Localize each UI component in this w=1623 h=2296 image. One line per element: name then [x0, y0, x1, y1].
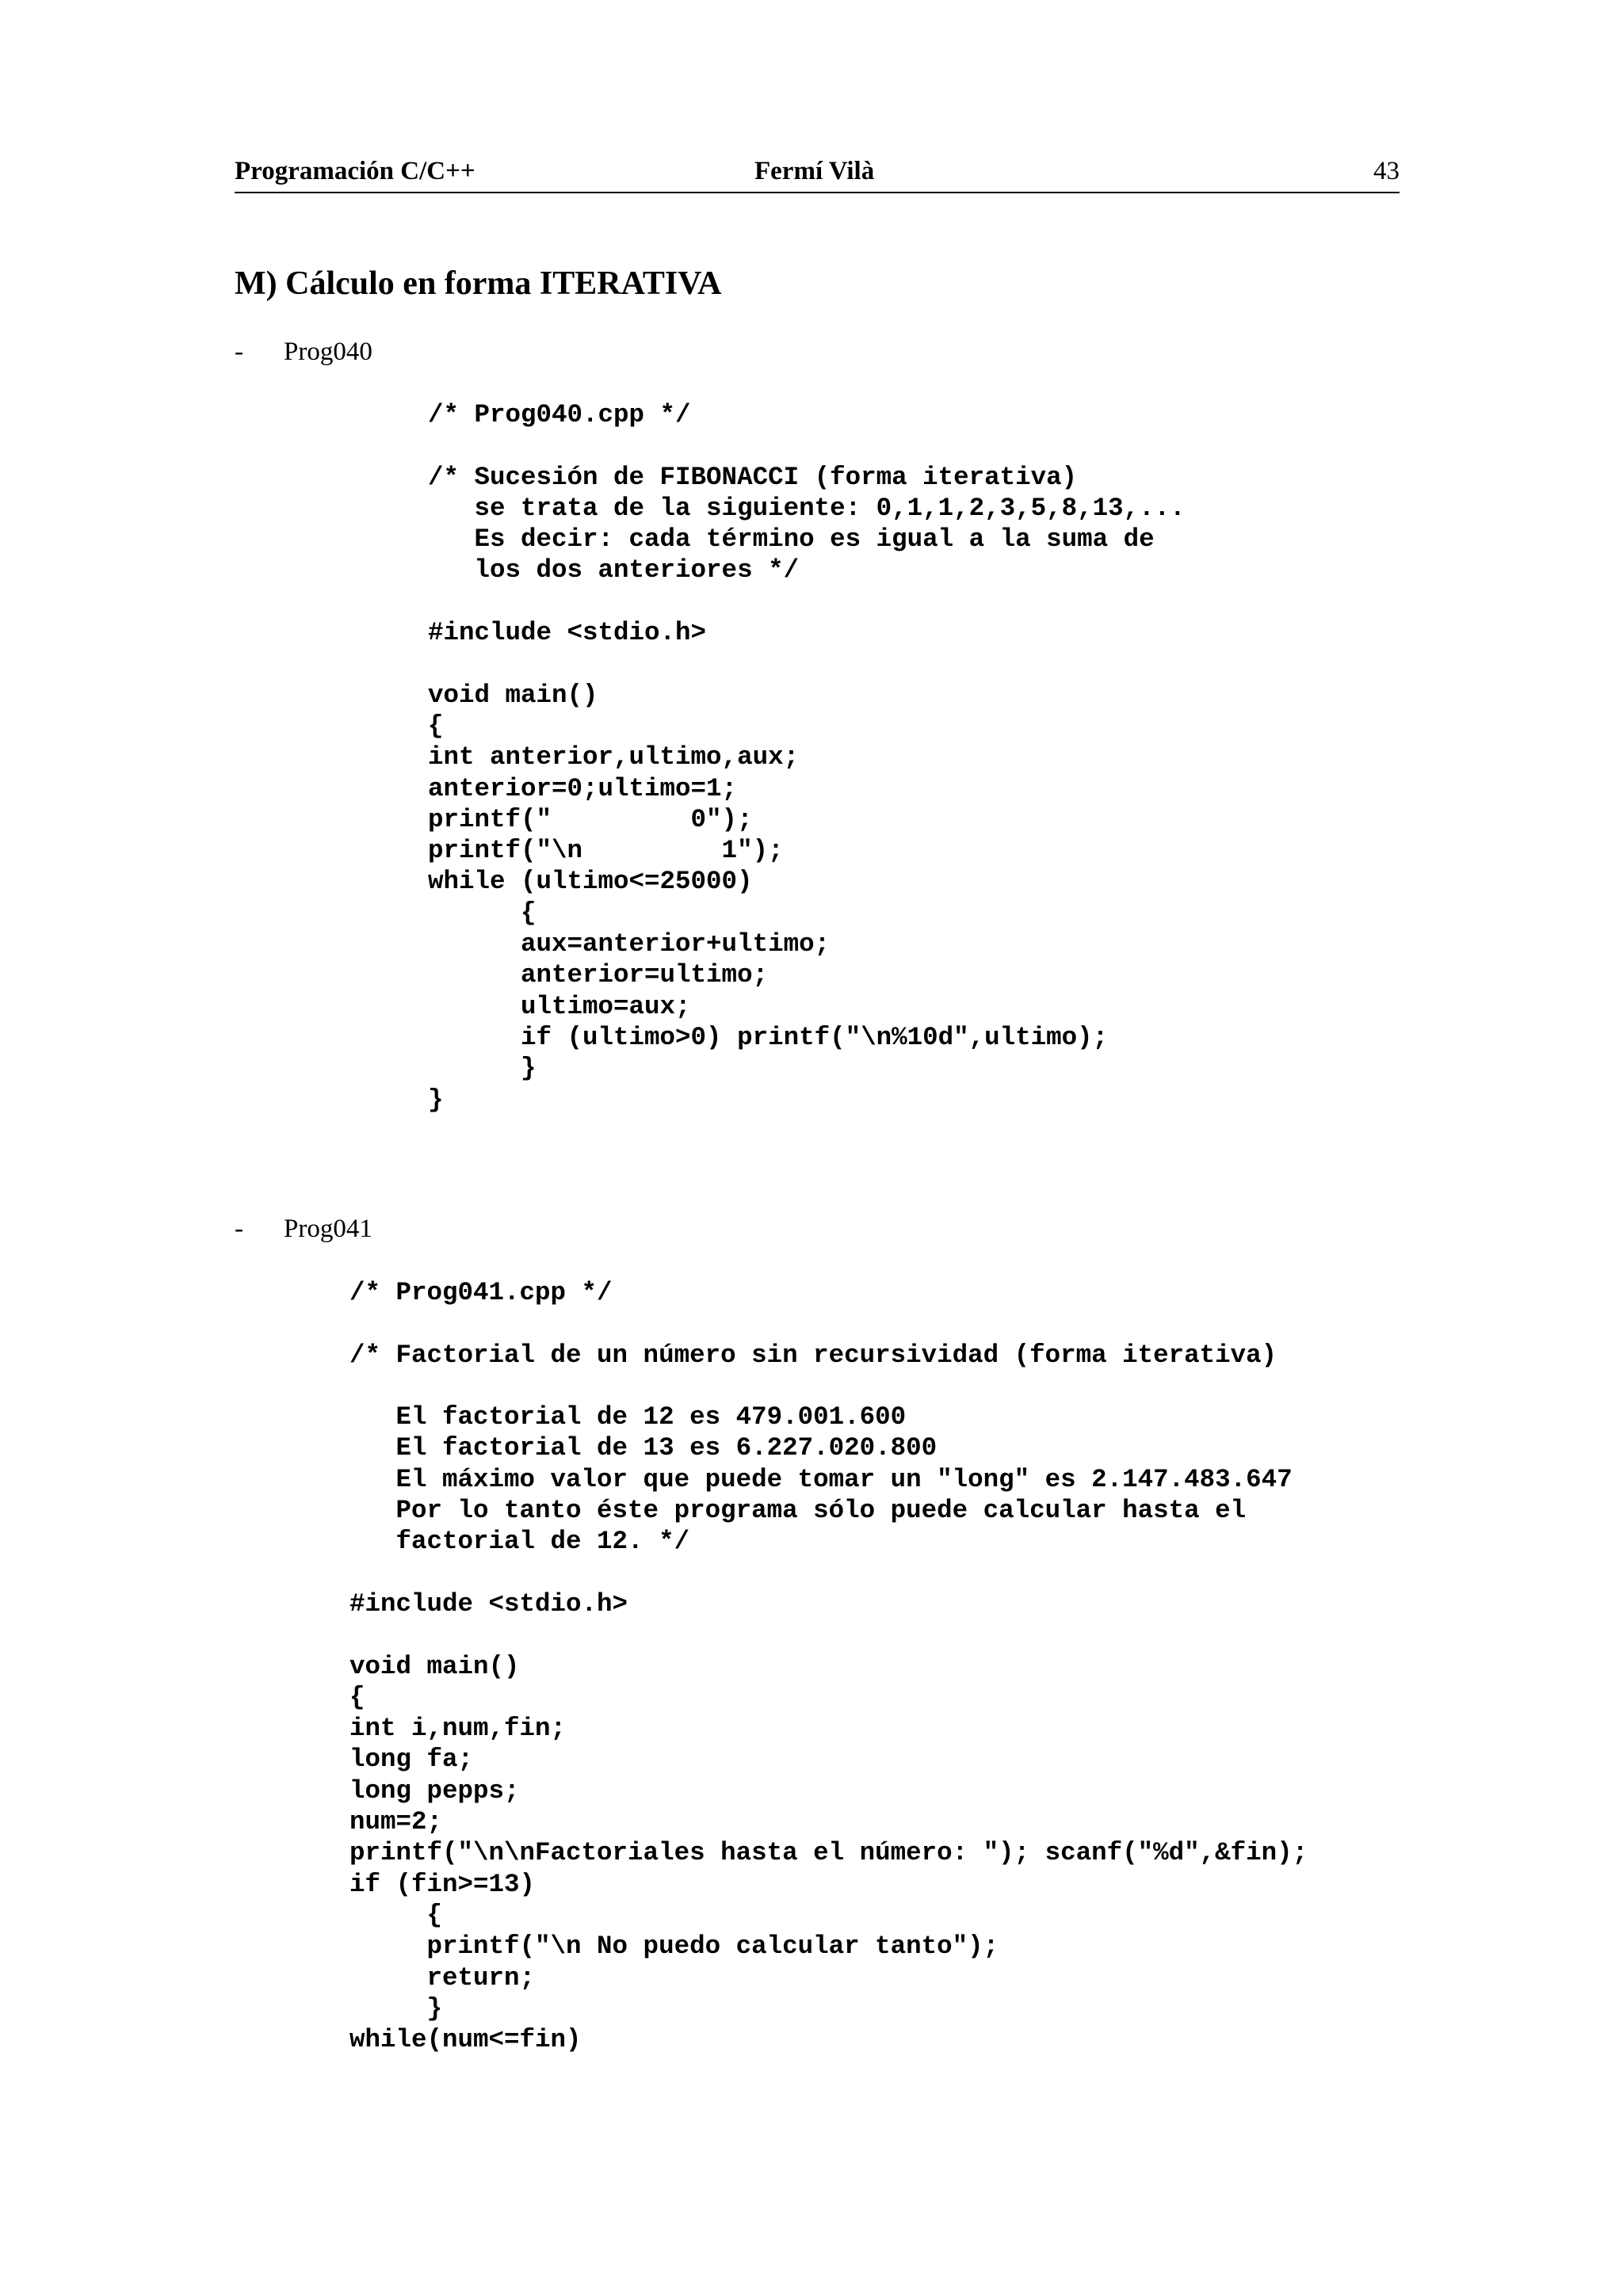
header-book-title: Programación C/C++ [235, 157, 475, 185]
header-author: Fermí Vilà [754, 157, 875, 185]
page-header [235, 155, 1400, 193]
code-block-prog041: /* Prog041.cpp */ /* Factorial de un número sin recursividad (forma iterativa) El factorial de 12 es 479.001.600 El factorial de 13 es 6.227.020.800 El máximo valor que puede tomar un "long" es 2.147.483.647 Por lo tanto éste programa sólo puede calcular hasta el factorial de 12. */ #include <stdio.h> void main() { int i,num,fin; long fa; long pepps; num=2; printf("\n\nFactoriales hasta el número: "); scanf("%d",&fin); if (fin>=13) { printf("\n No puedo calcular tanto"); return; } while(num<=fin) [349, 1278, 1308, 2055]
code-block-prog040: /* Prog040.cpp */ /* Sucesión de FIBONACCI (forma iterativa) se trata de la siguiente: 0,1,1,2,3,5,8,13,... Es decir: cada término es igual a la suma de los dos anteriores */ #include <stdio.h> void main() { int anterior,ultimo,aux; anterior=0;ultimo=1; printf(" 0"); printf("\n 1"); while (ultimo<=25000) { aux=anterior+ultimo; anterior=ultimo; ultimo=aux; if (ultimo>0) printf("\n%10d",ultimo); } } [428, 400, 1186, 1115]
program-label: Prog040 [284, 338, 372, 366]
program-label: Prog041 [284, 1215, 372, 1243]
page-number: 43 [1373, 157, 1400, 185]
bullet-dash: - [235, 338, 243, 366]
section-title: M) Cálculo en forma ITERATIVA [235, 265, 722, 302]
bullet-dash: - [235, 1215, 243, 1243]
